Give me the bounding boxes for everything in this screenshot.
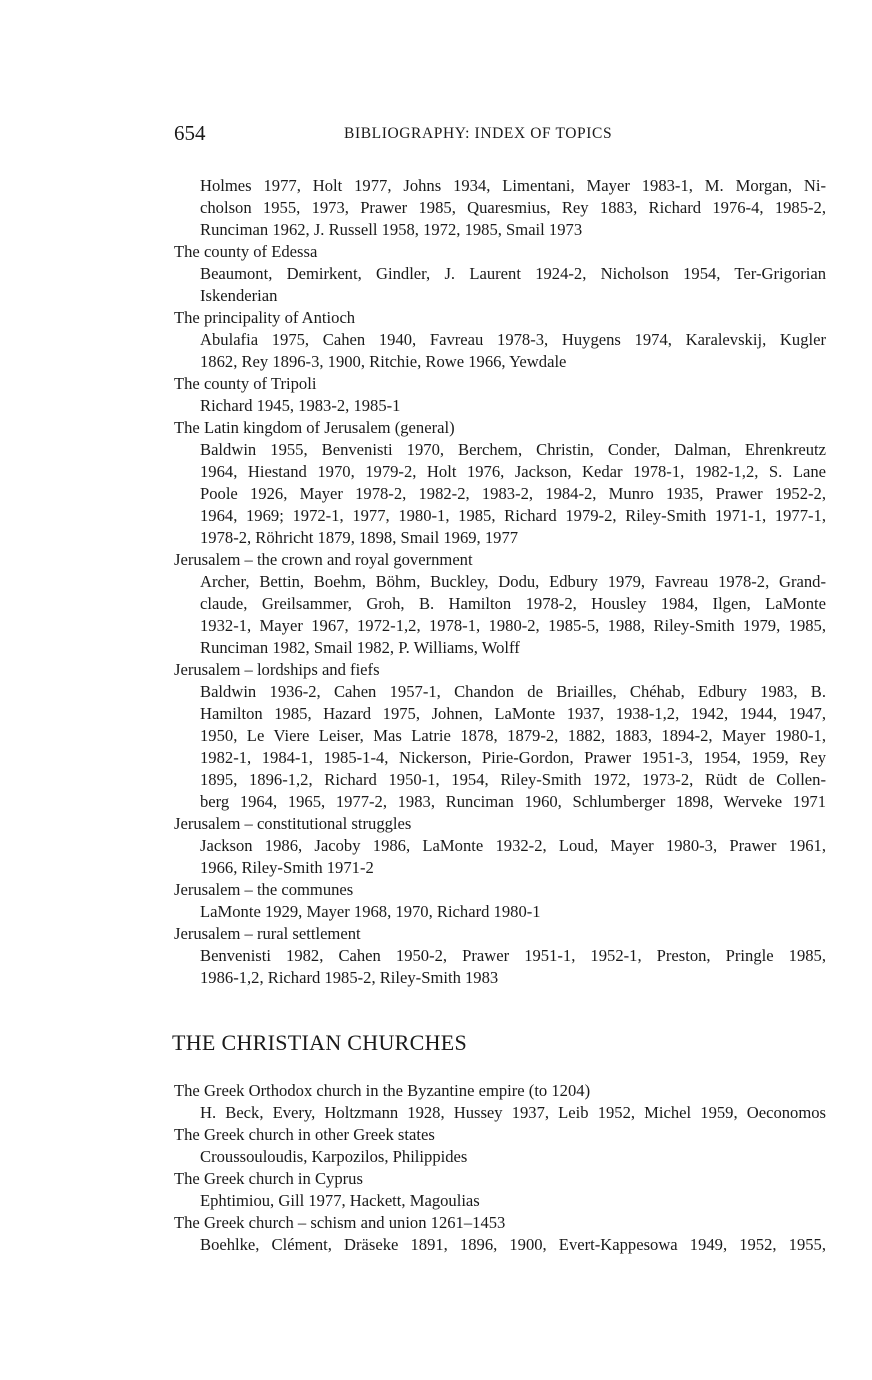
topic-heading: Jerusalem – lordships and fiefs (174, 660, 380, 679)
reference-line: 1964, Hiestand 1970, 1979-2, Holt 1976, Jackson, Kedar 1978-1, 1982-1,2, S. Lane (200, 462, 826, 481)
reference-line: Croussouloudis, Karpozilos, Philippides (200, 1147, 468, 1166)
topic-heading: The county of Tripoli (174, 374, 317, 393)
reference-line: 1978-2, Röhricht 1879, 1898, Smail 1969, 1977 (200, 528, 519, 547)
reference-line: 1964, 1969; 1972-1, 1977, 1980-1, 1985, Richard 1979-2, Riley-Smith 1971-1, 1977-1, (200, 506, 826, 525)
reference-line: Runciman 1982, Smail 1982, P. Williams, Wolff (200, 638, 520, 657)
topic-heading: Jerusalem – the crown and royal government (174, 550, 473, 569)
bibliography-topic-list-crusader-states (174, 175, 826, 989)
section-heading: THE CHRISTIAN CHURCHES (172, 1030, 468, 1055)
reference-line: 1966, Riley-Smith 1971-2 (200, 858, 374, 877)
page-number: 654 (174, 121, 206, 145)
reference-line: 1950, Le Viere Leiser, Mas Latrie 1878, 1879-2, 1882, 1883, 1894-2, Mayer 1980-1, (200, 726, 826, 745)
reference-line: Baldwin 1936-2, Cahen 1957-1, Chandon de Briailles, Chéhab, Edbury 1983, B. (200, 682, 826, 701)
reference-line: Boehlke, Clément, Dräseke 1891, 1896, 1900, Evert-Kappesowa 1949, 1952, 1955, (200, 1235, 826, 1254)
running-head: BIBLIOGRAPHY: INDEX OF TOPICS (344, 125, 613, 142)
reference-line: Benvenisti 1982, Cahen 1950-2, Prawer 1951-1, 1952-1, Preston, Pringle 1985, (200, 946, 826, 965)
reference-line: 1932-1, Mayer 1967, 1972-1,2, 1978-1, 1980-2, 1985-5, 1988, Riley-Smith 1979, 1985, (200, 616, 826, 635)
reference-line: 1982-1, 1984-1, 1985-1-4, Nickerson, Pirie-Gordon, Prawer 1951-3, 1954, 1959, Rey (200, 748, 826, 767)
topic-heading: The Greek church in Cyprus (174, 1169, 363, 1188)
reference-line: Beaumont, Demirkent, Gindler, J. Laurent 1924-2, Nicholson 1954, Ter-Grigorian (200, 264, 826, 283)
reference-line: LaMonte 1929, Mayer 1968, 1970, Richard 1980-1 (200, 902, 541, 921)
reference-line: Abulafia 1975, Cahen 1940, Favreau 1978-3, Huygens 1974, Karalevskij, Kugler (200, 330, 826, 349)
topic-heading: Jerusalem – rural settlement (174, 924, 361, 943)
reference-line: Baldwin 1955, Benvenisti 1970, Berchem, Christin, Conder, Dalman, Ehrenkreutz (200, 440, 826, 459)
reference-line: Runciman 1962, J. Russell 1958, 1972, 1985, Smail 1973 (200, 220, 583, 239)
topic-heading: Jerusalem – constitutional struggles (174, 814, 412, 833)
reference-line: berg 1964, 1965, 1977-2, 1983, Runciman 1960, Schlumberger 1898, Werveke 1971 (200, 792, 826, 811)
reference-line: 1895, 1896-1,2, Richard 1950-1, 1954, Riley-Smith 1972, 1973-2, Rüdt de Collen- (200, 770, 826, 789)
reference-line: Richard 1945, 1983-2, 1985-1 (200, 396, 401, 415)
topic-heading: The Greek church in other Greek states (174, 1125, 435, 1144)
topic-heading: Jerusalem – the communes (174, 880, 354, 899)
reference-line: claude, Greilsammer, Groh, B. Hamilton 1978-2, Housley 1984, Ilgen, LaMonte (200, 594, 826, 613)
reference-line: Holmes 1977, Holt 1977, Johns 1934, Limentani, Mayer 1983-1, M. Morgan, Ni- (200, 176, 826, 195)
reference-line: Iskenderian (200, 286, 278, 305)
reference-line: 1986-1,2, Richard 1985-2, Riley-Smith 1983 (200, 968, 499, 987)
reference-line: cholson 1955, 1973, Prawer 1985, Quaresmius, Rey 1883, Richard 1976-4, 1985-2, (200, 198, 826, 217)
bibliography-topic-list-christian-churches (174, 1080, 826, 1256)
topic-heading: The county of Edessa (174, 242, 318, 261)
reference-line: Jackson 1986, Jacoby 1986, LaMonte 1932-2, Loud, Mayer 1980-3, Prawer 1961, (200, 836, 826, 855)
topic-heading: The principality of Antioch (174, 308, 356, 327)
topic-heading: The Latin kingdom of Jerusalem (general) (174, 418, 455, 437)
reference-line: Hamilton 1985, Hazard 1975, Johnen, LaMonte 1937, 1938-1,2, 1942, 1944, 1947, (200, 704, 826, 723)
reference-line: Ephtimiou, Gill 1977, Hackett, Magoulias (200, 1191, 480, 1210)
topic-heading: The Greek church – schism and union 1261–1453 (174, 1213, 506, 1232)
reference-line: Archer, Bettin, Boehm, Böhm, Buckley, Dodu, Edbury 1979, Favreau 1978-2, Grand- (200, 572, 826, 591)
reference-line: H. Beck, Every, Holtzmann 1928, Hussey 1937, Leib 1952, Michel 1959, Oeconomos (200, 1103, 826, 1122)
reference-line: Poole 1926, Mayer 1978-2, 1982-2, 1983-2, 1984-2, Munro 1935, Prawer 1952-2, (200, 484, 826, 503)
topic-heading: The Greek Orthodox church in the Byzantine empire (to 1204) (174, 1081, 591, 1100)
reference-line: 1862, Rey 1896-3, 1900, Ritchie, Rowe 1966, Yewdale (200, 352, 567, 371)
